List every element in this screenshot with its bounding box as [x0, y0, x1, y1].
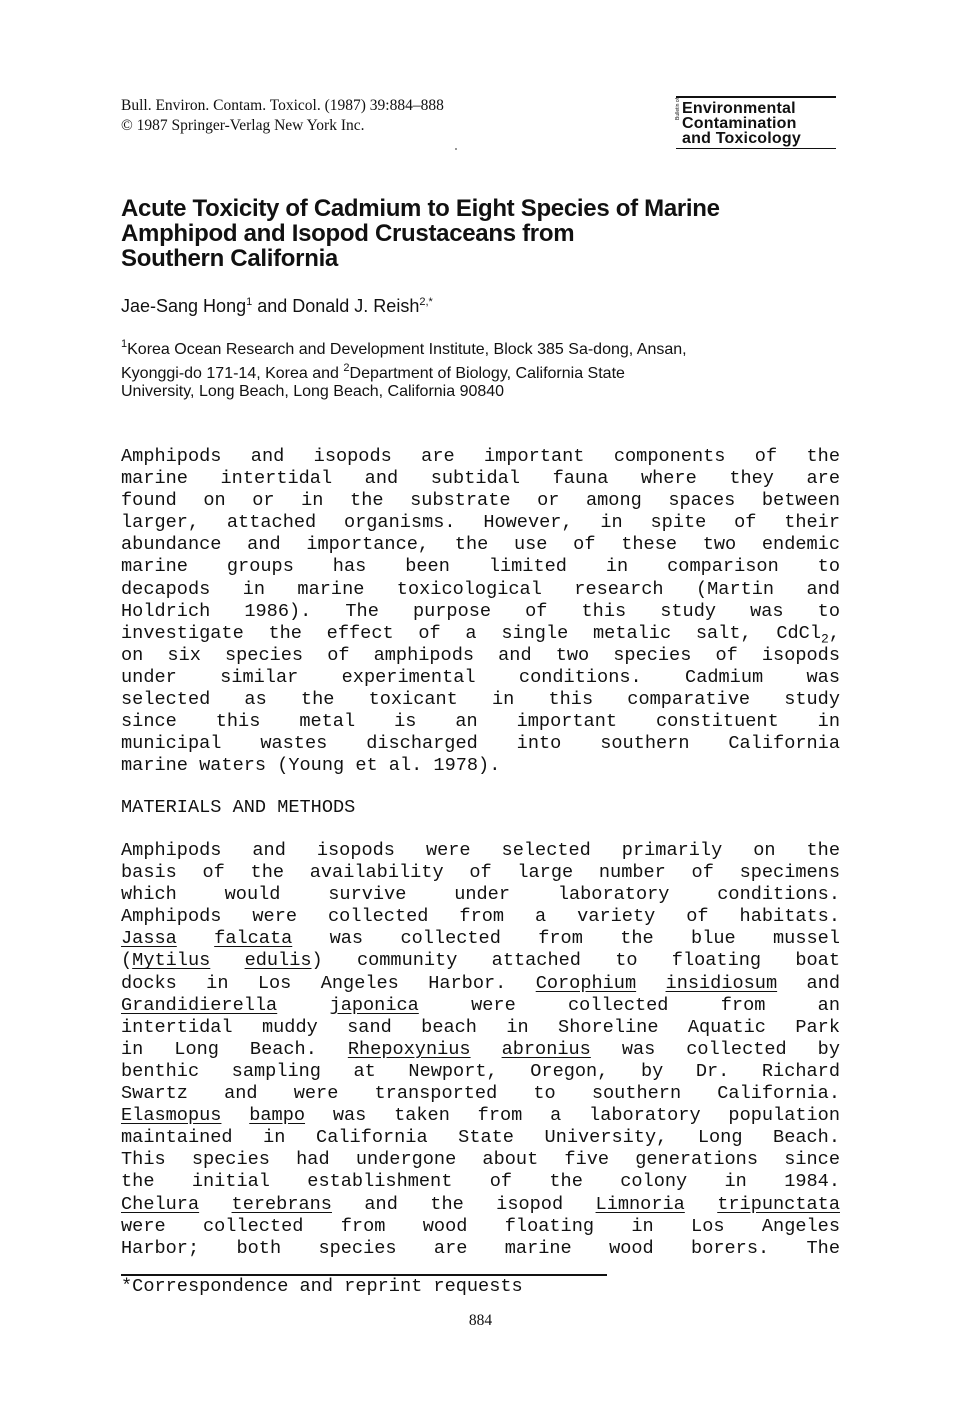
species-name: Elasmopus: [121, 1105, 222, 1127]
article-title: [121, 196, 841, 271]
section-heading: MATERIALS AND METHODS: [121, 797, 356, 818]
line-text: docks in Los Angeles Harbor.: [121, 972, 536, 994]
text-line: benthic sampling at Newport, Oregon, by Dr. Richard: [121, 1060, 840, 1082]
text-line: municipal wastes discharged into southern California: [121, 733, 840, 755]
author-affiliation-mark: 2,*: [419, 296, 433, 308]
text-line: abundance and importance, the use of these two endemic: [121, 534, 840, 556]
text-line: marine waters (Young et al. 1978).: [121, 755, 501, 777]
copyright-line: © 1987 Springer-Verlag New York Inc.: [121, 117, 365, 134]
line-text: (: [121, 950, 133, 972]
author-name: Donald J. Reish: [292, 296, 420, 316]
species-name: Mytilus: [132, 950, 211, 972]
affiliation-text: Department of Biology, California State: [349, 365, 625, 382]
species-name: Grandidierella: [121, 994, 278, 1016]
title-line: Amphipod and Isopod Crustaceans from: [121, 220, 575, 247]
text-line: intertidal muddy sand beach in Shoreline Aquatic Park: [121, 1016, 840, 1038]
species-name: terebrans: [231, 1193, 332, 1215]
journal-logo: [676, 96, 836, 149]
text-line: Harbor; both species are marine wood borers. The: [121, 1237, 840, 1259]
text-line: [121, 995, 840, 1017]
affiliation-text: Korea Ocean Research and Development Institute, Block 385 Sa-dong, Ansan,: [127, 341, 687, 358]
text-line: Holdrich 1986). The purpose of this study was to: [121, 600, 840, 622]
line-text: in Long Beach.: [121, 1038, 348, 1060]
text-line: Amphipods and isopods were selected primarily on the: [121, 840, 840, 861]
text-line: since this metal is an important constituent in: [121, 711, 840, 733]
title-line: Southern California: [121, 245, 338, 272]
text-line: marine groups has been limited in comparison to: [121, 556, 840, 578]
text-line: This species had undergone about five generations since: [121, 1149, 840, 1171]
species-name: Limnoria: [595, 1193, 685, 1215]
species-name: Corophium: [535, 972, 637, 994]
journal-name-line: Contamination: [682, 114, 797, 132]
affiliation-line: [121, 335, 841, 359]
species-name: tripunctata: [717, 1193, 840, 1215]
title-line: Acute Toxicity of Cadmium to Eight Species of Marine: [121, 195, 720, 222]
text-line: maintained in California State University, Long Beach.: [121, 1127, 840, 1149]
species-name: bampo: [249, 1105, 306, 1127]
species-name: falcata: [214, 928, 293, 950]
text-line: [121, 1039, 840, 1061]
line-text: were collected from an: [418, 994, 840, 1016]
affiliations: [121, 335, 841, 401]
journal-name: [682, 98, 836, 148]
text-line: [121, 928, 840, 950]
affiliation-line: [121, 359, 841, 383]
citation-line: Bull. Environ. Contam. Toxicol. (1987) 39:884–888: [121, 97, 444, 114]
line-text: ) community attached to floating boat: [311, 950, 840, 972]
text-line: on six species of amphipods and two species of isopods: [121, 644, 840, 666]
methods-paragraph: [121, 840, 840, 1260]
species-name: abronius: [501, 1038, 591, 1060]
footnote: *Correspondence and reprint requests: [121, 1276, 523, 1297]
affiliation-mark: 1: [121, 338, 128, 350]
subscript: 2: [821, 631, 829, 647]
line-text: was collected from the blue mussel: [292, 928, 840, 950]
line-text: was taken from a laboratory population: [305, 1105, 840, 1127]
affiliation-text: Kyonggi-do 171-14, Korea and: [121, 365, 344, 382]
text-line: Amphipods and isopods are important components of the: [121, 446, 840, 467]
species-name: japonica: [329, 994, 419, 1016]
text-line: Swartz and were transported to southern California.: [121, 1083, 840, 1105]
author-name: Jae-Sang Hong: [121, 296, 247, 316]
text-line: [121, 1194, 840, 1216]
species-name: Jassa: [121, 928, 177, 950]
citation-block: [121, 96, 444, 136]
text-line: marine intertidal and subtidal fauna where they are: [121, 468, 840, 490]
text-line: found on or in the substrate or among spaces between: [121, 490, 840, 512]
affiliation-line: University, Long Beach, Long Beach, California 90840: [121, 383, 505, 400]
page-number: 884: [468, 1312, 493, 1329]
species-name: edulis: [244, 950, 312, 972]
species-name: Rhepoxynius: [347, 1038, 471, 1060]
line-text: and: [777, 972, 840, 994]
author-line: [121, 291, 433, 317]
text-line: investigate the effect of a single metalic salt, CdCl$_2$,: [121, 622, 840, 647]
text-line: decapods in marine toxicological research (Martin and: [121, 578, 840, 600]
line-text: and the isopod: [331, 1193, 596, 1215]
text-line: Amphipods were collected from a variety of habitats.: [121, 906, 840, 928]
scan-speck: [455, 148, 457, 150]
text-line: selected as the toxicant in this comparative study: [121, 689, 840, 711]
text-line: larger, attached organisms. However, in spite of their: [121, 512, 840, 534]
journal-name-line: Environmental: [682, 99, 796, 117]
text-line: the initial establishment of the colony in 1984.: [121, 1171, 840, 1193]
intro-paragraph: [121, 446, 840, 777]
line-text: was collected by: [590, 1038, 840, 1060]
text-line: [121, 950, 840, 972]
text-line: which would survive under laboratory conditions.: [121, 884, 840, 906]
author-conjunction: and: [252, 296, 293, 316]
text-line: [121, 973, 840, 995]
affiliation-mark: 2: [343, 362, 350, 374]
text-line: under similar experimental conditions. Cadmium was: [121, 666, 840, 688]
author-affiliation-mark: 1: [246, 296, 253, 308]
species-name: insidiosum: [665, 972, 778, 994]
journal-name-line: and Toxicology: [682, 129, 801, 147]
text-line: basis of the availability of large number of specimens: [121, 862, 840, 884]
logo-vertical-text: Bulletin of: [675, 98, 681, 120]
text-line: were collected from wood floating in Los Angeles: [121, 1215, 840, 1237]
species-name: Chelura: [121, 1193, 200, 1215]
text-line: [121, 1105, 840, 1127]
logo-bottom-rule: [676, 148, 836, 150]
